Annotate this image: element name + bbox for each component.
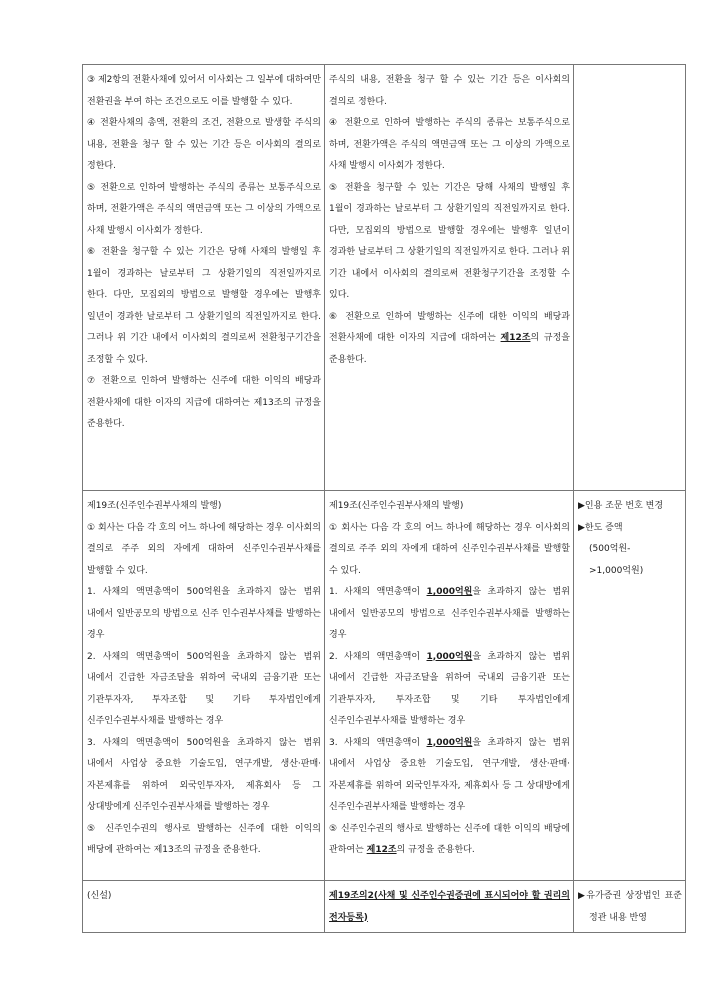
clause: 1. 사채의 액면총액이 500억원을 초과하지 않는 범위 내에서 일반공모의 방법으로 신주 인수권부사채를 발행하는 경우	[87, 587, 321, 640]
clause: 주식의 내용, 전환을 청구 할 수 있는 기간 등은 이사회의 결의로 정한다.	[329, 75, 570, 107]
clause: 1. 사채의 액면총액이 1,000억원을 초과하지 않는 범위 내에서 일반공모의 방법으로 신주인수권부사채를 발행하는 경우	[329, 587, 570, 640]
clause: ① 회사는 다음 각 호의 어느 하나에 해당하는 경우 이사회의 결의로 주주 외의 자에게 대하여 신주인수권부사채를 발행할 수 있다.	[329, 522, 570, 576]
article-title: 제19조(신주인수권부사채의 발행)	[329, 501, 464, 511]
amended-reference: 제12조	[366, 845, 397, 855]
table-row	[83, 65, 686, 491]
clause: 3. 사채의 액면총액이 1,000억원을 초과하지 않는 범위 내에서 사업상 중요한 기술도입, 연구개발, 생산·판매·자본제휴를 위하여 외국인투자자, 제휴회사 등 그 상대방에게 신주인수권부사채를 발행하는 경우	[329, 737, 570, 812]
current-text-cell	[83, 491, 325, 881]
clause: ⑦ 전환으로 인하여 발행하는 신주에 대한 이익의 배당과 전환사채에 대한 이자의 지급에 대하여는 제13조의 규정을 준용한다.	[87, 376, 321, 429]
amended-amount: 1,000억원	[426, 587, 473, 597]
note-item: ▶유가증권 상장법인 표준 정관 내용 반영	[578, 891, 682, 923]
clause: 3. 사채의 액면총액이 500억원을 초과하지 않는 범위 내에서 사업상 중요한 기술도입, 연구개발, 생산·판매·자본제휴를 위하여 외국인투자자, 제휴회사 등 그 상대방에게 신주인수권부사채를 발행하는 경우	[87, 737, 321, 812]
note-item: ▶한도 증액	[578, 522, 623, 533]
clause: 2. 사채의 액면총액이 1,000억원을 초과하지 않는 범위 내에서 긴급한 자금조달을 위하여 국내외 금융기관 또는 기관투자자, 투자조합 및 기타 투자법인에게 신주인수권부사채를 발행하는 경우	[329, 651, 570, 726]
table-row	[83, 881, 686, 933]
new-article-label: (신설)	[87, 891, 112, 901]
clause: ⑤ 신주인수권의 행사로 발행하는 신주에 대한 이익의 배당에 관하여는 제13조의 규정을 준용한다.	[87, 823, 321, 855]
articles-amendment-table	[82, 64, 686, 933]
amended-amount: 1,000억원	[426, 737, 473, 748]
note-cell	[574, 65, 686, 491]
note-cell	[574, 881, 686, 933]
note-cell	[574, 491, 686, 881]
table-row	[83, 491, 686, 881]
amended-amount: 1,000억원	[426, 651, 473, 662]
article-title: 제19조(신주인수권부사채의 발행)	[87, 501, 222, 511]
clause: ⑤ 전환을 청구할 수 있는 기간은 당해 사채의 발행일 후 1월이 경과하는 날로부터 그 상환기일의 직전일까지로 한다. 다만, 모집외의 방법으로 발행할 경우에는 발행후 일년이 경과한 날로부터 그 상환기일의 직전일까지로 한다. 그러나 위 기간 내에서 이사회의 결의로써 전환청구기간을 조정할 수 있다.	[329, 182, 570, 300]
amended-reference: 제12조	[500, 333, 531, 343]
clause: ⑤ 신주인수권의 행사로 발행하는 신주에 대한 이익의 배당에 관하여는 제12조의 규정을 준용한다.	[329, 823, 570, 855]
note-item: (500억원->1,000억원)	[589, 544, 644, 576]
amended-text-cell	[325, 881, 574, 933]
clause: ④ 전환사채의 총액, 전환의 조건, 전환으로 발생할 주식의 내용, 전환을 청구 할 수 있는 기간 등은 이사회의 결의로 정한다.	[87, 118, 321, 171]
clause: ⑤ 전환으로 인하여 발행하는 주식의 종류는 보통주식으로 하며, 전환가액은 주식의 액면금액 또는 그 이상의 가액으로 사채 발행시 이사회가 정한다.	[87, 182, 321, 236]
note-item: ▶인용 조문 번호 변경	[578, 501, 664, 511]
current-text-cell	[83, 881, 325, 933]
current-text-cell	[83, 65, 325, 491]
clause: ① 회사는 다음 각 호의 어느 하나에 해당하는 경우 이사회의 결의로 주주 외의 자에게 대하여 신주인수권부사채를 발행할 수 있다.	[87, 522, 321, 576]
clause: ⑥ 전환을 청구할 수 있는 기간은 당해 사채의 발행일 후 1월이 경과하는 날로부터 그 상환기일의 직전일까지로 한다. 다만, 모집외의 방법으로 발행할 경우에는 발행후 일년이 경과한 날로부터 그 상환기일의 직전일까지로 한다. 그러나 위 기간 내에서 이사회의 결의로써 전환청구기간을 조정할 수 있다.	[87, 247, 321, 365]
clause: ⑥ 전환으로 인하여 발행하는 신주에 대한 이익의 배당과 전환사채에 대한 이자의 지급에 대하여는 제12조의 규정을 준용한다.	[329, 311, 570, 365]
amended-text-cell	[325, 491, 574, 881]
article-title: 제19조의2(사채 및 신주인수권증권에 표시되어야 할 권리의 전자등록)	[329, 891, 570, 923]
clause: ③ 제2항의 전환사채에 있어서 이사회는 그 일부에 대하여만 전환권을 부여 하는 조건으로도 이를 발행할 수 있다.	[87, 75, 321, 107]
clause: 2. 사채의 액면총액이 500억원을 초과하지 않는 범위 내에서 긴급한 자금조달을 위하여 국내외 금융기관 또는 기관투자자, 투자조합 및 기타 투자법인에게 신주인수권부사채를 발행하는 경우	[87, 651, 321, 726]
amended-text-cell	[325, 65, 574, 491]
clause: ④ 전환으로 인하여 발행하는 주식의 종류는 보통주식으로 하며, 전환가액은 주식의 액면금액 또는 그 이상의 가액으로 사채 발행시 이사회가 정한다.	[329, 118, 570, 171]
